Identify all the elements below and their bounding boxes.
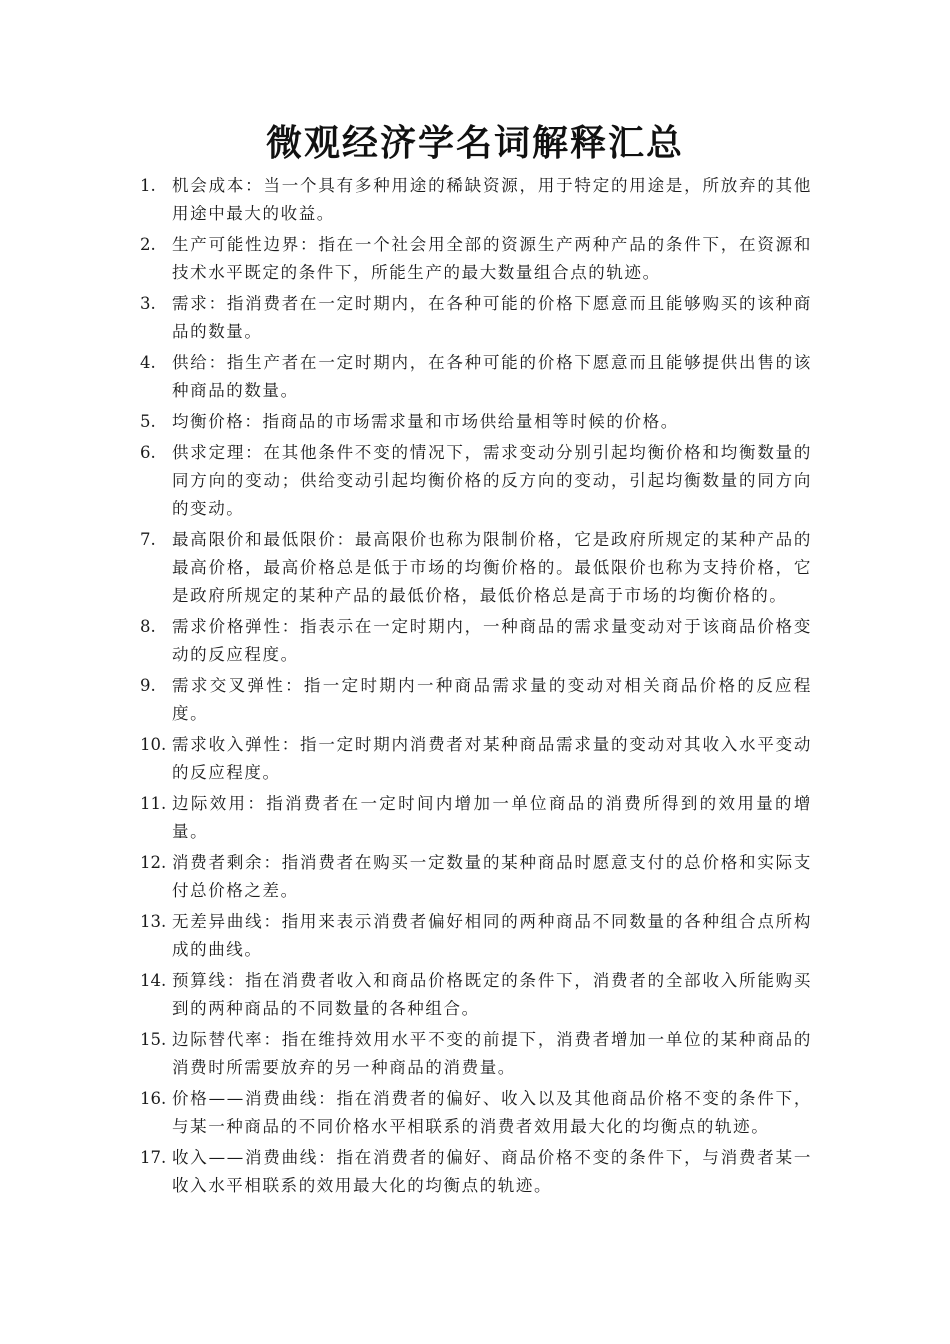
term-definition: 供给：指生产者在一定时期内，在各种可能的价格下愿意而且能够提供出售的该种商品的数量。 bbox=[172, 353, 812, 400]
term-item bbox=[140, 1085, 812, 1141]
term-number: 11. bbox=[140, 794, 167, 813]
term-definition: 价格——消费曲线：指在消费者的偏好、收入以及其他商品价格不变的条件下，与某一种商品的不同价格水平相联系的消费者效用最大化的均衡点的轨迹。 bbox=[172, 1089, 812, 1136]
term-definition: 供求定理：在其他条件不变的情况下，需求变动分别引起均衡价格和均衡数量的同方向的变动；供给变动引起均衡价格的反方向的变动，引起均衡数量的同方向的变动。 bbox=[172, 443, 812, 518]
term-definition: 收入——消费曲线：指在消费者的偏好、商品价格不变的条件下，与消费者某一收入水平相联系的效用最大化的均衡点的轨迹。 bbox=[172, 1148, 812, 1195]
term-item bbox=[140, 613, 812, 669]
term-number: 15. bbox=[140, 1030, 167, 1049]
term-number: 12. bbox=[140, 853, 167, 872]
term-item bbox=[140, 526, 812, 610]
term-definition: 无差异曲线：指用来表示消费者偏好相同的两种商品不同数量的各种组合点所构成的曲线。 bbox=[172, 912, 812, 959]
term-number: 4. bbox=[140, 353, 156, 372]
term-item bbox=[140, 731, 812, 787]
term-item bbox=[140, 231, 812, 287]
term-definition: 生产可能性边界：指在一个社会用全部的资源生产两种产品的条件下，在资源和技术水平既定的条件下，所能生产的最大数量组合点的轨迹。 bbox=[172, 235, 812, 282]
term-item bbox=[140, 290, 812, 346]
term-item bbox=[140, 349, 812, 405]
term-item bbox=[140, 1026, 812, 1082]
term-definition: 均衡价格：指商品的市场需求量和市场供给量相等时候的价格。 bbox=[172, 412, 679, 431]
term-item bbox=[140, 967, 812, 1023]
term-definition: 需求交叉弹性：指一定时期内一种商品需求量的变动对相关商品价格的反应程度。 bbox=[172, 676, 812, 723]
term-definition: 需求：指消费者在一定时期内，在各种可能的价格下愿意而且能够购买的该种商品的数量。 bbox=[172, 294, 812, 341]
term-number: 9. bbox=[140, 676, 156, 695]
term-number: 3. bbox=[140, 294, 156, 313]
term-number: 7. bbox=[140, 530, 156, 549]
term-definition: 边际替代率：指在维持效用水平不变的前提下，消费者增加一单位的某种商品的消费时所需要放弃的另一种商品的消费量。 bbox=[172, 1030, 812, 1077]
term-item bbox=[140, 672, 812, 728]
term-definition: 最高限价和最低限价：最高限价也称为限制价格，它是政府所规定的某种产品的最高价格，最高价格总是低于市场的均衡价格的。最低限价也称为支持价格，它是政府所规定的某种产品的最低价格，最低价格总是高于市场的均衡价格的。 bbox=[172, 530, 812, 605]
term-item bbox=[140, 908, 812, 964]
term-number: 13. bbox=[140, 912, 167, 931]
term-definition: 需求价格弹性：指表示在一定时期内，一种商品的需求量变动对于该商品价格变动的反应程度。 bbox=[172, 617, 812, 664]
term-item bbox=[140, 1144, 812, 1200]
term-number: 1. bbox=[140, 176, 156, 195]
term-item bbox=[140, 172, 812, 228]
term-number: 2. bbox=[140, 235, 156, 254]
term-definition: 预算线：指在消费者收入和商品价格既定的条件下，消费者的全部收入所能购买到的两种商品的不同数量的各种组合。 bbox=[172, 971, 812, 1018]
term-number: 14. bbox=[140, 971, 167, 990]
term-item bbox=[140, 790, 812, 846]
term-number: 8. bbox=[140, 617, 156, 636]
term-item bbox=[140, 849, 812, 905]
term-definition: 边际效用：指消费者在一定时间内增加一单位商品的消费所得到的效用量的增量。 bbox=[172, 794, 812, 841]
term-definition: 机会成本：当一个具有多种用途的稀缺资源，用于特定的用途是，所放弃的其他用途中最大的收益。 bbox=[172, 176, 812, 223]
term-list bbox=[140, 172, 812, 1203]
term-item bbox=[140, 408, 812, 436]
term-number: 16. bbox=[140, 1089, 167, 1108]
term-number: 10. bbox=[140, 735, 167, 754]
term-item bbox=[140, 439, 812, 523]
term-number: 6. bbox=[140, 443, 156, 462]
term-number: 5. bbox=[140, 412, 156, 431]
term-definition: 消费者剩余：指消费者在购买一定数量的某种商品时愿意支付的总价格和实际支付总价格之差。 bbox=[172, 853, 812, 900]
term-number: 17. bbox=[140, 1148, 167, 1167]
page-title: 微观经济学名词解释汇总 bbox=[265, 123, 684, 164]
term-definition: 需求收入弹性：指一定时期内消费者对某种商品需求量的变动对其收入水平变动的反应程度。 bbox=[172, 735, 812, 782]
